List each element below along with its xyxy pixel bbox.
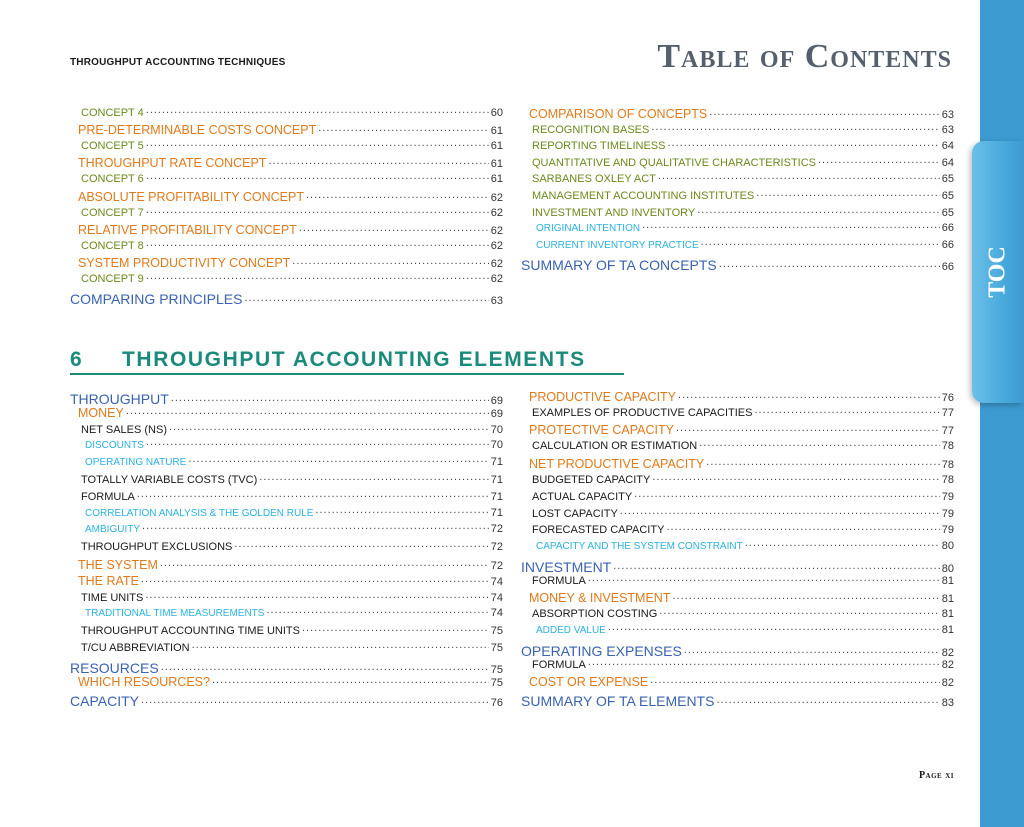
toc-entry-page: 77 xyxy=(941,425,954,438)
toc-entry-page: 61 xyxy=(490,125,503,138)
dot-leader xyxy=(620,506,940,517)
toc-entry[interactable] xyxy=(78,254,503,270)
chapter-number: 6 xyxy=(70,348,84,371)
toc-entry-label: DISCOUNTS xyxy=(85,440,144,452)
toc-entry-page: 65 xyxy=(941,190,954,202)
toc-entry[interactable] xyxy=(78,405,503,421)
toc-entry-label: FORMULA xyxy=(81,490,135,503)
toc-entry-page: 75 xyxy=(490,677,503,690)
dot-leader xyxy=(666,522,939,533)
dot-leader xyxy=(642,221,940,231)
dot-leader xyxy=(756,188,939,199)
toc-entry[interactable] xyxy=(532,438,954,452)
toc-entry-page: 78 xyxy=(941,474,954,486)
toc-entry-page: 69 xyxy=(490,408,503,421)
toc-entry-label: CAPACITY xyxy=(70,693,139,710)
toc-entry[interactable] xyxy=(532,573,954,587)
toc-entry[interactable] xyxy=(529,674,954,690)
toc-entry-page: 72 xyxy=(490,541,503,554)
toc-entry[interactable] xyxy=(85,455,503,468)
dot-leader xyxy=(299,221,489,234)
toc-entry-label: LOST CAPACITY xyxy=(532,507,618,520)
toc-entry-label: INVESTMENT AND INVENTORY xyxy=(532,206,696,219)
toc-entry-label: T/CU ABBREVIATION xyxy=(81,642,190,654)
toc-entry[interactable] xyxy=(78,221,503,237)
toc-entry-label: THROUGHPUT xyxy=(70,391,169,407)
book-title: THROUGHPUT ACCOUNTING TECHNIQUES xyxy=(70,57,286,68)
toc-entry[interactable] xyxy=(532,122,954,136)
toc-entry-page: 63 xyxy=(941,108,954,121)
dot-leader xyxy=(608,623,940,633)
toc-entry-label: QUANTITATIVE AND QUALITATIVE CHARACTERISTICS xyxy=(532,156,816,169)
toc-entry[interactable] xyxy=(81,590,503,604)
toc-entry[interactable] xyxy=(532,138,954,152)
toc-entry-page: 66 xyxy=(941,238,954,251)
toc-entry-page: 70 xyxy=(490,439,503,452)
toc-entry-label: THROUGHPUT ACCOUNTING TIME UNITS xyxy=(81,625,300,638)
toc-entry-label: AMBIGUITY xyxy=(85,524,141,536)
toc-entry-page: 62 xyxy=(490,257,503,270)
toc-entry[interactable] xyxy=(529,455,954,471)
toc-entry[interactable] xyxy=(532,188,954,202)
toc-entry-label: CONCEPT 7 xyxy=(81,206,144,219)
dot-leader xyxy=(716,692,939,706)
toc-entry[interactable] xyxy=(532,606,954,620)
toc-entry-page: 62 xyxy=(490,273,503,285)
toc-entry[interactable] xyxy=(536,539,954,552)
dot-leader xyxy=(145,590,488,601)
toc-entry-label: SYSTEM PRODUCTIVITY CONCEPT xyxy=(78,255,291,270)
dot-leader xyxy=(672,590,939,603)
toc-entry-label: ADDED VALUE xyxy=(536,625,606,637)
toc-entry-page: 64 xyxy=(941,140,954,153)
toc-entry-label: REPORTING TIMELINESS xyxy=(532,140,666,153)
dot-leader xyxy=(659,606,939,617)
dot-leader xyxy=(650,674,940,687)
toc-entry[interactable] xyxy=(78,573,503,589)
dot-leader xyxy=(234,539,488,550)
toc-entry-page: 80 xyxy=(941,540,954,553)
toc-entry-label: COST OR EXPENSE xyxy=(529,675,649,690)
toc-entry-label: OPERATING EXPENSES xyxy=(521,643,682,659)
toc-entry-page: 75 xyxy=(490,625,503,638)
toc-entry-label: CONCEPT 8 xyxy=(81,239,144,252)
toc-entry-label: PRODUCTIVE CAPACITY xyxy=(529,389,677,404)
toc-entry-page: 62 xyxy=(490,224,503,237)
toc-entry[interactable] xyxy=(81,539,503,553)
toc-entry[interactable] xyxy=(78,122,503,138)
toc-entry[interactable] xyxy=(532,155,954,169)
toc-entry-label: CALCULATION OR ESTIMATION xyxy=(532,440,698,453)
toc-entry[interactable] xyxy=(81,640,503,654)
dot-leader xyxy=(678,388,940,401)
toc-entry-page: 81 xyxy=(941,593,954,606)
toc-entry[interactable] xyxy=(532,171,954,185)
toc-entry-page: 79 xyxy=(941,490,954,503)
toc-entry-label: WHICH RESOURCES? xyxy=(78,675,210,690)
toc-entry[interactable] xyxy=(529,590,954,606)
dot-leader xyxy=(676,422,940,435)
toc-entry[interactable] xyxy=(78,155,503,171)
dot-leader xyxy=(697,205,940,216)
toc-entry-label: CONCEPT 5 xyxy=(81,140,144,153)
toc-entry-page: 75 xyxy=(490,663,503,676)
toc-entry-page: 60 xyxy=(490,107,503,119)
toc-entry-page: 65 xyxy=(941,173,954,186)
toc-entry-label: PRE-DETERMINABLE COSTS CONCEPT xyxy=(78,123,317,138)
toc-entry-label: CONCEPT 6 xyxy=(81,173,144,186)
toc-entry-page: 81 xyxy=(941,608,954,621)
dot-leader xyxy=(318,122,489,135)
toc-entry-page: 69 xyxy=(490,395,503,407)
dot-leader xyxy=(667,138,939,149)
toc-entry-label: CORRELATION ANALYSIS & THE GOLDEN RULE xyxy=(85,507,314,519)
toc-entry[interactable] xyxy=(521,692,954,709)
toc-entry[interactable] xyxy=(81,623,503,637)
toc-entry[interactable] xyxy=(536,221,954,234)
dot-leader xyxy=(706,455,939,468)
toc-entry-page: 79 xyxy=(941,507,954,520)
dot-leader xyxy=(212,674,489,687)
dot-leader xyxy=(171,390,489,404)
toc-entry-page: 71 xyxy=(490,506,503,519)
dot-leader xyxy=(146,438,489,448)
toc-entry-page: 74 xyxy=(490,607,503,620)
toc-tab[interactable] xyxy=(972,141,1024,403)
toc-entry-label: COMPARISON OF CONCEPTS xyxy=(529,106,708,121)
dot-leader xyxy=(146,238,489,249)
toc-entry[interactable] xyxy=(532,489,954,503)
toc-entry[interactable] xyxy=(521,256,954,273)
dot-leader xyxy=(169,422,489,433)
toc-entry-label: PROTECTIVE CAPACITY xyxy=(529,423,674,438)
dot-leader xyxy=(188,455,488,465)
dot-leader xyxy=(244,290,488,304)
toc-entry-page: 74 xyxy=(490,591,503,604)
dot-leader xyxy=(146,105,489,116)
toc-entry-label: SUMMARY OF TA ELEMENTS xyxy=(521,693,715,710)
toc-entry-label: INVESTMENT xyxy=(521,559,612,575)
toc-entry-label: EXAMPLES OF PRODUCTIVE CAPACITIES xyxy=(532,406,753,419)
dot-leader xyxy=(142,522,489,532)
toc-entry-label: FORMULA xyxy=(532,574,586,587)
toc-entry[interactable] xyxy=(81,171,503,185)
toc-entry-page: 62 xyxy=(490,206,503,219)
toc-entry[interactable] xyxy=(78,674,503,690)
toc-entry-label: FORECASTED CAPACITY xyxy=(532,524,665,537)
toc-entry-label: CONCEPT 9 xyxy=(81,273,144,285)
toc-entry-page: 65 xyxy=(941,206,954,219)
chapter-heading[interactable] xyxy=(70,348,624,375)
dot-leader xyxy=(754,405,939,416)
page-title: Table of Contents xyxy=(657,38,952,75)
toc-entry-page: 77 xyxy=(941,406,954,419)
toc-entry-label: CONCEPT 4 xyxy=(81,107,144,119)
toc-entry[interactable] xyxy=(81,271,503,285)
dot-leader xyxy=(651,122,939,133)
toc-entry-page: 62 xyxy=(490,191,503,204)
toc-entry-page: 63 xyxy=(941,123,954,136)
toc-entry-page: 70 xyxy=(490,423,503,436)
toc-entry-page: 81 xyxy=(941,574,954,587)
toc-entry-page: 81 xyxy=(941,624,954,637)
toc-entry-page: 75 xyxy=(490,642,503,654)
toc-entry[interactable] xyxy=(70,692,503,709)
dot-leader xyxy=(161,659,489,673)
dot-leader xyxy=(160,556,489,569)
toc-entry[interactable] xyxy=(70,290,503,307)
toc-entry-label: ABSOLUTE PROFITABILITY CONCEPT xyxy=(78,189,304,204)
toc-entry[interactable] xyxy=(81,205,503,219)
dot-leader xyxy=(306,188,489,201)
toc-entry-label: CAPACITY AND THE SYSTEM CONSTRAINT xyxy=(536,541,743,553)
dot-leader xyxy=(709,105,939,118)
toc-entry-label: FORMULA xyxy=(532,658,586,671)
toc-entry-label: SARBANES OXLEY ACT xyxy=(532,173,656,186)
dot-leader xyxy=(126,405,489,418)
dot-leader xyxy=(634,489,940,500)
toc-entry[interactable] xyxy=(532,522,954,536)
toc-entry-page: 78 xyxy=(941,458,954,471)
toc-entry-page: 61 xyxy=(490,140,503,153)
toc-entry-label: RESOURCES xyxy=(70,659,159,676)
toc-entry-label: NET PRODUCTIVE CAPACITY xyxy=(529,456,705,471)
toc-entry-page: 76 xyxy=(941,391,954,404)
toc-entry-page: 72 xyxy=(490,523,503,536)
toc-entry-page: 63 xyxy=(490,294,503,307)
dot-leader xyxy=(146,205,489,216)
dot-leader xyxy=(259,472,489,483)
toc-entry-label: TOTALLY VARIABLE COSTS (TVC) xyxy=(81,474,258,486)
toc-entry[interactable] xyxy=(529,388,954,404)
toc-entry-label: THROUGHPUT EXCLUSIONS xyxy=(81,541,233,554)
toc-entry-page: 72 xyxy=(490,559,503,572)
toc-tab-label: TOC xyxy=(984,246,1011,298)
dot-leader xyxy=(292,254,488,267)
toc-entry-label: THROUGHPUT RATE CONCEPT xyxy=(78,156,267,171)
toc-entry[interactable] xyxy=(78,188,503,204)
toc-entry-label: MONEY xyxy=(78,406,124,421)
toc-entry[interactable] xyxy=(85,506,503,519)
toc-entry[interactable] xyxy=(85,522,503,535)
sidebar xyxy=(980,0,1024,827)
dot-leader xyxy=(658,171,940,182)
toc-entry-label: COMPARING PRINCIPLES xyxy=(70,290,243,307)
toc-entry-label: CURRENT INVENTORY PRACTICE xyxy=(536,239,699,251)
dot-leader xyxy=(141,573,489,586)
toc-entry[interactable] xyxy=(85,438,503,451)
toc-entry[interactable] xyxy=(81,472,503,486)
dot-leader xyxy=(818,155,940,166)
toc-entry-label: ABSORPTION COSTING xyxy=(532,608,658,621)
toc-entry-page: 64 xyxy=(941,156,954,169)
toc-entry[interactable] xyxy=(81,138,503,152)
dot-leader xyxy=(268,155,488,168)
dot-leader xyxy=(652,472,939,483)
toc-entry-page: 82 xyxy=(941,658,954,671)
toc-entry-label: TRADITIONAL TIME MEASUREMENTS xyxy=(85,608,265,620)
toc-entry-label: OPERATING NATURE xyxy=(85,457,187,469)
toc-entry-label: TIME UNITS xyxy=(81,591,144,604)
dot-leader xyxy=(146,171,489,182)
toc-entry[interactable] xyxy=(529,422,954,438)
toc-entry-label: ORIGINAL INTENTION xyxy=(536,223,641,235)
toc-entry[interactable] xyxy=(85,606,503,619)
toc-entry-page: 83 xyxy=(941,697,954,710)
dot-leader xyxy=(719,256,940,270)
toc-entry-page: 71 xyxy=(490,474,503,486)
toc-entry-label: ACTUAL CAPACITY xyxy=(532,490,633,503)
dot-leader xyxy=(613,558,940,572)
toc-entry-label: NET SALES (NS) xyxy=(81,423,167,436)
toc-entry-page: 71 xyxy=(490,456,503,469)
toc-entry[interactable] xyxy=(532,405,954,419)
dot-leader xyxy=(588,573,940,584)
toc-entry[interactable] xyxy=(536,623,954,636)
dot-leader xyxy=(137,489,489,500)
toc-entry[interactable] xyxy=(81,238,503,252)
dot-leader xyxy=(315,506,488,516)
toc-entry[interactable] xyxy=(78,556,503,572)
toc-entry[interactable] xyxy=(81,422,503,436)
dot-leader xyxy=(302,623,489,634)
toc-entry[interactable] xyxy=(536,238,954,251)
toc-entry[interactable] xyxy=(532,472,954,486)
toc-entry-page: 82 xyxy=(941,647,954,659)
toc-entry-label: MONEY & INVESTMENT xyxy=(529,591,671,606)
dot-leader xyxy=(266,606,488,616)
toc-entry-label: SUMMARY OF TA CONCEPTS xyxy=(521,257,717,274)
toc-entry[interactable] xyxy=(532,657,954,671)
toc-entry-label: BUDGETED CAPACITY xyxy=(532,474,651,486)
dot-leader xyxy=(745,539,940,549)
toc-entry-page: 62 xyxy=(490,239,503,252)
dot-leader xyxy=(699,438,940,449)
chapter-title: THROUGHPUT ACCOUNTING ELEMENTS xyxy=(122,348,586,371)
toc-entry-label: THE SYSTEM xyxy=(78,557,158,572)
toc-entry-page: 79 xyxy=(941,524,954,537)
dot-leader xyxy=(701,238,940,248)
dot-leader xyxy=(192,640,489,651)
dot-leader xyxy=(146,138,489,149)
toc-entry-page: 74 xyxy=(490,576,503,589)
toc-entry-page: 71 xyxy=(490,490,503,503)
toc-entry-page: 66 xyxy=(941,261,954,274)
toc-entry[interactable] xyxy=(81,105,503,119)
dot-leader xyxy=(588,657,940,668)
toc-entry-page: 61 xyxy=(490,173,503,186)
toc-entry-label: RELATIVE PROFITABILITY CONCEPT xyxy=(78,222,297,237)
toc-entry[interactable] xyxy=(532,506,954,520)
toc-entry-label: MANAGEMENT ACCOUNTING INSTITUTES xyxy=(532,190,755,202)
toc-entry-page: 82 xyxy=(941,677,954,690)
dot-leader xyxy=(684,642,940,656)
dot-leader xyxy=(141,692,489,706)
toc-entry-page: 66 xyxy=(941,222,954,235)
page-number: Page xi xyxy=(918,770,954,781)
toc-entry-label: RECOGNITION BASES xyxy=(532,123,650,136)
toc-entry[interactable] xyxy=(81,489,503,503)
toc-entry[interactable] xyxy=(532,205,954,219)
toc-entry[interactable] xyxy=(529,105,954,121)
dot-leader xyxy=(146,271,489,282)
toc-entry-page: 80 xyxy=(941,563,954,575)
toc-entry-label: THE RATE xyxy=(78,574,139,589)
toc-entry-page: 78 xyxy=(941,440,954,453)
toc-entry-page: 61 xyxy=(490,158,503,171)
toc-entry-page: 76 xyxy=(490,697,503,710)
